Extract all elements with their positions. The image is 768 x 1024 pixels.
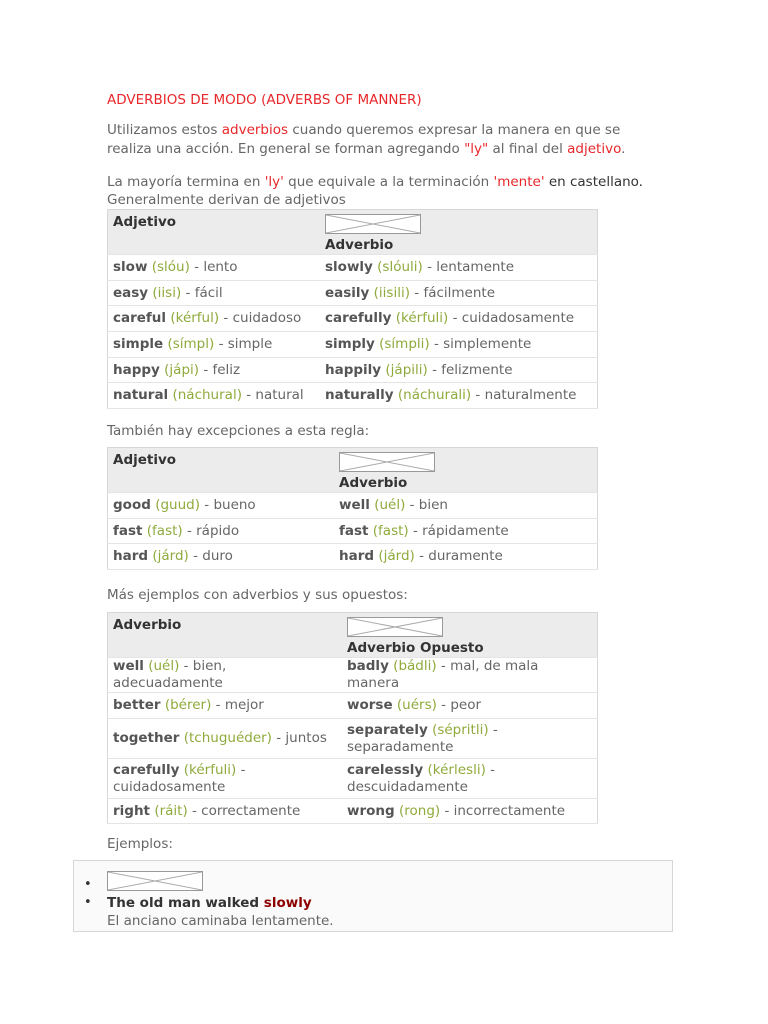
- phonetic: (uél): [374, 496, 406, 513]
- meaning: - naturalmente: [471, 387, 577, 404]
- meaning: - bueno: [199, 496, 256, 513]
- meaning: - mejor: [211, 696, 264, 713]
- word: fast: [113, 522, 143, 539]
- examples-label: Ejemplos:: [107, 836, 173, 852]
- table-cell: [342, 658, 598, 693]
- word: carelessly: [347, 761, 424, 778]
- table-cell: [342, 798, 598, 824]
- word: hard: [339, 548, 375, 565]
- table-cell: [108, 493, 335, 519]
- word: carefully: [113, 761, 180, 778]
- phonetic: (kérfuli): [395, 310, 449, 327]
- meaning: - separadamente: [347, 721, 498, 755]
- table-row: [108, 306, 598, 332]
- table-cell: [108, 357, 321, 383]
- table-cell: [108, 758, 343, 798]
- table-cell: [334, 544, 598, 570]
- link-adverbios[interactable]: adverbios: [221, 122, 289, 138]
- meaning: - peor: [436, 696, 482, 713]
- table-header: Adverbio: [320, 210, 598, 255]
- meaning: - bien: [405, 496, 448, 513]
- page-title: ADVERBIOS DE MODO (ADVERBS OF MANNER): [107, 92, 422, 108]
- table-cell: [108, 255, 321, 281]
- table-cell: [108, 518, 335, 544]
- word: right: [113, 802, 151, 819]
- phonetic: (rong): [398, 802, 441, 819]
- opposites-table: [107, 612, 598, 824]
- phonetic: (slóuli): [377, 258, 423, 275]
- table-cell: [108, 718, 343, 758]
- word: natural: [113, 387, 169, 404]
- meaning: - incorrectamente: [440, 802, 566, 819]
- word: good: [113, 496, 151, 513]
- broken-image-icon: [325, 214, 421, 234]
- phonetic: (kérlesli): [427, 761, 486, 778]
- broken-image-icon: [339, 452, 435, 472]
- bullet: •: [84, 877, 92, 892]
- phonetic: (náchurali): [397, 387, 472, 404]
- exceptions-table: [107, 447, 598, 570]
- table-cell: [108, 306, 321, 332]
- meaning: - cuidadosamente: [113, 761, 246, 795]
- phonetic: (bérer): [164, 696, 212, 713]
- table-row: [108, 544, 598, 570]
- phonetic: (slóu): [151, 258, 190, 275]
- example-sentence: The old man walked slowly El anciano caminaba lentamente.: [107, 895, 334, 929]
- meaning: - cuidadosamente: [448, 310, 575, 327]
- word: slow: [113, 258, 148, 275]
- phonetic: (járd): [152, 548, 189, 565]
- phonetic: (jápi): [164, 361, 200, 378]
- phonetic: (iisi): [152, 284, 182, 301]
- table-row: [108, 798, 598, 824]
- table-row: [108, 383, 598, 409]
- table-row: [108, 493, 598, 519]
- meaning: - fácil: [181, 284, 223, 301]
- phonetic: (fast): [372, 522, 409, 539]
- table-row: [108, 658, 598, 693]
- examples-box: [73, 860, 673, 932]
- meaning: - rápido: [182, 522, 240, 539]
- table-cell: [108, 544, 335, 570]
- phonetic: (kérful): [170, 310, 220, 327]
- meaning: - simple: [214, 335, 273, 352]
- table-header: Adverbio: [334, 448, 598, 493]
- phonetic: (sépritli): [432, 721, 489, 738]
- meaning: - correctamente: [187, 802, 301, 819]
- table-cell: [334, 518, 598, 544]
- word: careful: [113, 310, 167, 327]
- table-row: [108, 280, 598, 306]
- meaning: - duro: [188, 548, 233, 565]
- table-cell: [108, 383, 321, 409]
- phonetic: (járd): [378, 548, 415, 565]
- table-row: [108, 332, 598, 358]
- table-cell: [342, 718, 598, 758]
- table-cell: [342, 758, 598, 798]
- word: wrong: [347, 802, 395, 819]
- word: easily: [325, 284, 370, 301]
- word: naturally: [325, 387, 394, 404]
- table-header: Adverbio: [108, 613, 343, 658]
- phonetic: (iisili): [373, 284, 410, 301]
- phonetic: (kérfuli): [183, 761, 237, 778]
- word: together: [113, 730, 180, 747]
- table-header: Adverbio Opuesto: [342, 613, 598, 658]
- word: fast: [339, 522, 369, 539]
- word: easy: [113, 284, 149, 301]
- meaning: - cuidadoso: [219, 310, 302, 327]
- phonetic: (bádli): [393, 658, 437, 674]
- meaning: - mal, de mala manera: [347, 658, 539, 691]
- table-cell: [320, 280, 598, 306]
- intro-paragraph-2: La mayoría termina en 'ly' que equivale a la terminación 'mente' en castellano. Generalmente derivan de adjetivos: [107, 174, 643, 208]
- phonetic: (jápili): [385, 361, 428, 378]
- table-row: [108, 693, 598, 719]
- word: simple: [113, 335, 164, 352]
- link-adjetivo[interactable]: adjetivo: [567, 141, 622, 157]
- word: slowly: [325, 258, 373, 275]
- meaning: - lento: [189, 258, 238, 275]
- bullet: •: [84, 895, 92, 910]
- meaning: - natural: [241, 387, 304, 404]
- word: happy: [113, 361, 160, 378]
- meaning: - duramente: [414, 548, 503, 565]
- word: worse: [347, 696, 393, 713]
- word: badly: [347, 658, 389, 674]
- table-header: Adjetivo: [108, 210, 321, 255]
- table-cell: [108, 798, 343, 824]
- more-examples-intro: Más ejemplos con adverbios y sus opuestos:: [107, 587, 408, 603]
- phonetic: (símpli): [379, 335, 430, 352]
- table-cell: [108, 280, 321, 306]
- table-cell: [320, 255, 598, 281]
- intro-paragraph-1: Utilizamos estos adverbios cuando queremos expresar la manera en que se realiza una acción. En general se forman agregando "ly" al final del adjetivo.: [107, 122, 626, 157]
- table-row: [108, 357, 598, 383]
- meaning: - juntos: [271, 730, 327, 747]
- phonetic: (símpl): [167, 335, 215, 352]
- phonetic: (tchuguéder): [183, 730, 272, 747]
- meaning: - rápidamente: [408, 522, 509, 539]
- table-cell: [320, 383, 598, 409]
- meaning: - bien, adecuadamente: [113, 658, 227, 691]
- word: well: [113, 658, 144, 674]
- word: happily: [325, 361, 382, 378]
- table-cell: [108, 658, 343, 693]
- table-cell: [334, 493, 598, 519]
- word: hard: [113, 548, 149, 565]
- word: better: [113, 696, 161, 713]
- meaning: - lentamente: [422, 258, 515, 275]
- table-row: [108, 518, 598, 544]
- table-cell: [108, 693, 343, 719]
- table-row: [108, 758, 598, 798]
- phonetic: (guud): [155, 496, 200, 513]
- phonetic: (uérs): [396, 696, 437, 713]
- table-row: [108, 255, 598, 281]
- table-cell: [108, 332, 321, 358]
- table-cell: [320, 306, 598, 332]
- meaning: - feliz: [199, 361, 241, 378]
- table-cell: [320, 357, 598, 383]
- table-cell: [320, 332, 598, 358]
- table-header: Adjetivo: [108, 448, 335, 493]
- word: simply: [325, 335, 375, 352]
- broken-image-icon: [107, 871, 203, 891]
- meaning: - descuidadamente: [347, 761, 496, 795]
- phonetic: (fast): [146, 522, 183, 539]
- meaning: - fácilmente: [409, 284, 495, 301]
- word: well: [339, 496, 370, 513]
- phonetic: (uél): [148, 658, 180, 674]
- table-row: [108, 718, 598, 758]
- meaning: - simplemente: [429, 335, 532, 352]
- phonetic: (ráit): [154, 802, 188, 819]
- broken-image-icon: [347, 617, 443, 637]
- table-cell: [342, 693, 598, 719]
- adjective-adverb-table: [107, 209, 598, 409]
- word: carefully: [325, 310, 392, 327]
- meaning: - felizmente: [427, 361, 513, 378]
- word: separately: [347, 721, 428, 738]
- exceptions-intro: También hay excepciones a esta regla:: [107, 423, 370, 439]
- phonetic: (náchural): [172, 387, 242, 404]
